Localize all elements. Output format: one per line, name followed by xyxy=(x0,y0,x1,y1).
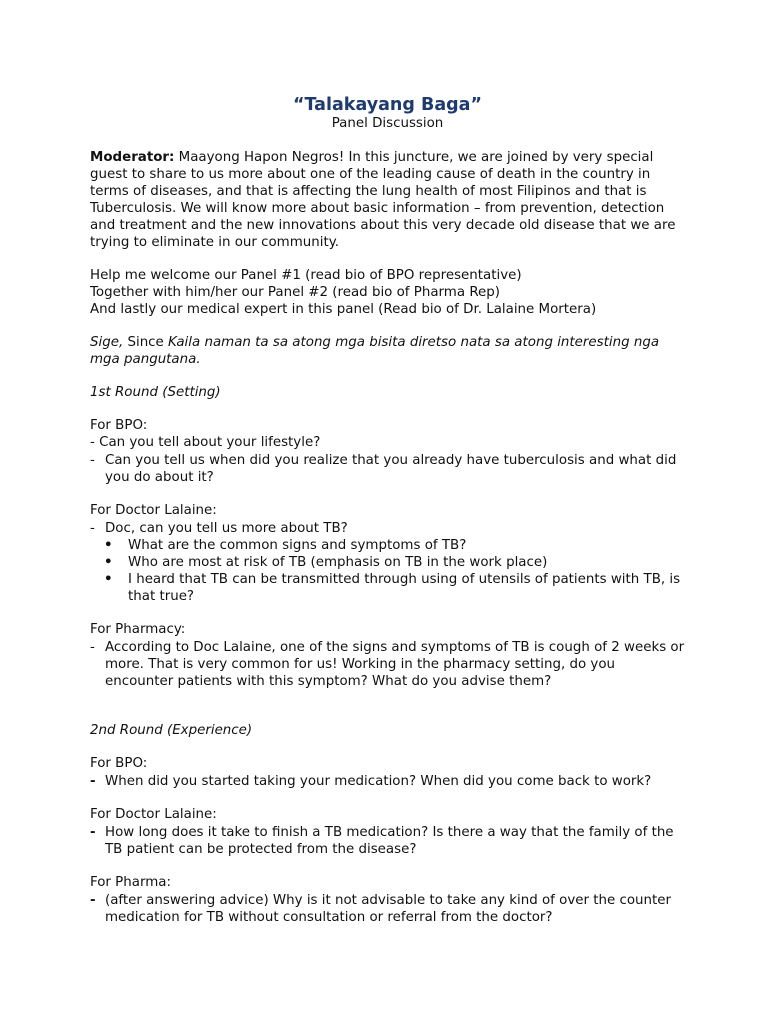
r1-bpo-question: Can you tell us when did you realize that you already have tuberculosis and what did you do about it? xyxy=(105,453,677,485)
r2-pharma-question-item xyxy=(90,892,685,926)
round1-heading: 1st Round (Setting) xyxy=(90,385,221,400)
dash-marker: - xyxy=(90,640,95,655)
r2-doc-question: How long does it take to finish a TB medication? Is there a way that the family of the TB patient can be protected from the disease? xyxy=(105,825,674,857)
dash-marker: - xyxy=(90,774,96,789)
r1-doc-question: Doc, can you tell us more about TB? xyxy=(105,521,348,536)
r1-bpo-label: For BPO: xyxy=(90,418,148,433)
bullet-marker: • xyxy=(104,555,113,570)
r1-doc-bullet: What are the common signs and symptoms of TB? xyxy=(128,538,467,553)
dash-marker: - xyxy=(90,453,95,468)
bullet-marker: • xyxy=(104,572,113,587)
dash-marker: - xyxy=(90,825,96,840)
r2-bpo-question: When did you started taking your medication? When did you come back to work? xyxy=(105,774,652,789)
moderator-label: Moderator: xyxy=(90,150,175,165)
dash-marker: - xyxy=(90,521,95,536)
moderator-paragraph xyxy=(90,149,685,251)
r1-doc-bullet: I heard that TB can be transmitted through using of utensils of patients with TB, is that true? xyxy=(128,572,681,604)
sige-word: Sige, xyxy=(90,335,124,350)
r1-doc-bullet-item xyxy=(90,537,685,554)
moderator-text: Maayong Hapon Negros! In this juncture, we are joined by very special guest to share to us more about one of the leading cause of death in the country in terms of diseases, and that is affecting the lung health of most Filipinos and that is Tuberculosis. We will know more about basic information – from prevention, detection and treatment and the new innovations about this very decade old disease that we are trying to eliminate in our community. xyxy=(90,150,676,250)
sige-paragraph xyxy=(90,334,685,368)
r1-bpo-question: - Can you tell about your lifestyle? xyxy=(90,435,321,450)
r1-pharm-question-item xyxy=(90,639,685,690)
r2-doc-label: For Doctor Lalaine: xyxy=(90,807,217,822)
r2-bpo-label: For BPO: xyxy=(90,756,148,771)
r1-pharm-question: According to Doc Lalaine, one of the signs and symptoms of TB is cough of 2 weeks or more. That is very common for us! Working in the pharmacy setting, do you encounter patients with this symptom? What do you advise them? xyxy=(105,640,685,689)
sige-rest: Kaila naman ta sa atong mga bisita diretso nata sa atong interesting nga mga pangutana. xyxy=(90,335,660,367)
r1-pharm-label: For Pharmacy: xyxy=(90,622,186,637)
intro-line: Help me welcome our Panel #1 (read bio of BPO representative) xyxy=(90,268,522,283)
r2-doc-question-item xyxy=(90,824,685,858)
r2-pharma-question: (after answering advice) Why is it not advisable to take any kind of over the counter medication for TB without consultation or referral from the doctor? xyxy=(105,893,671,925)
document-page xyxy=(90,95,685,926)
r2-pharma-label: For Pharma: xyxy=(90,875,171,890)
intro-line: Together with him/her our Panel #2 (read bio of Pharma Rep) xyxy=(90,285,500,300)
r1-doc-label: For Doctor Lalaine: xyxy=(90,503,217,518)
r1-doc-bullet-item xyxy=(90,554,685,571)
document-title: “Talakayang Baga” xyxy=(293,95,482,115)
r1-doc-question-item xyxy=(90,520,685,537)
sige-since: Since xyxy=(123,335,169,350)
r2-bpo-question-item xyxy=(90,773,685,790)
intro-line: And lastly our medical expert in this panel (Read bio of Dr. Lalaine Mortera) xyxy=(90,302,597,317)
bullet-marker: • xyxy=(104,538,113,553)
dash-marker: - xyxy=(90,893,96,908)
r1-doc-bullet-item xyxy=(90,571,685,605)
r1-doc-bullet: Who are most at risk of TB (emphasis on TB in the work place) xyxy=(128,555,548,570)
round2-heading: 2nd Round (Experience) xyxy=(90,723,253,738)
document-subtitle: Panel Discussion xyxy=(331,116,444,131)
r1-bpo-question-item xyxy=(90,452,685,486)
